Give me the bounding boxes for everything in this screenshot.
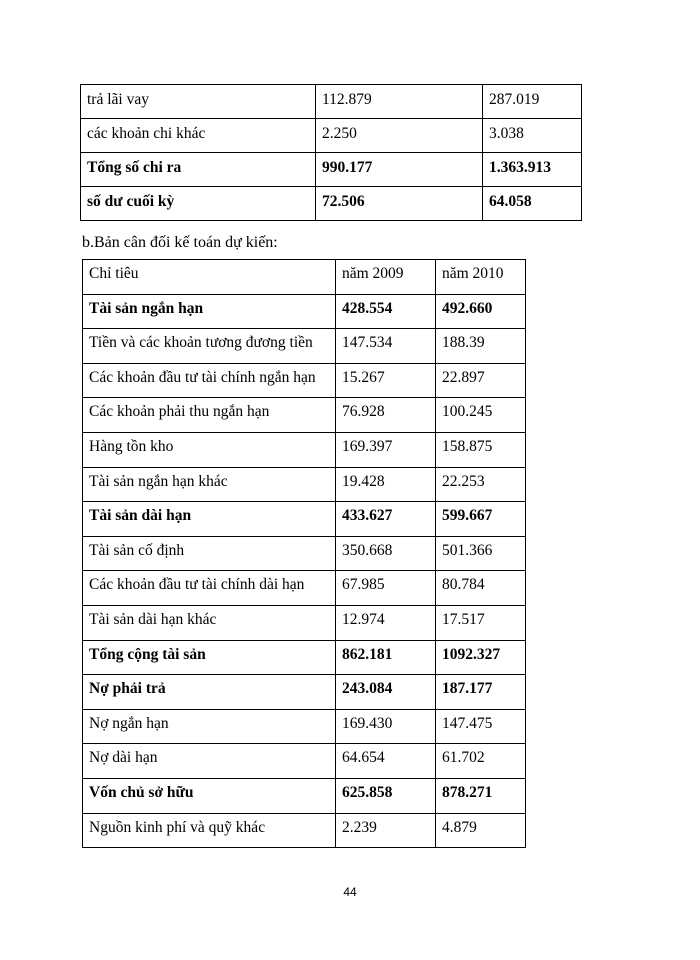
row-value-2: 188.39 — [436, 329, 526, 364]
row-label: Các khoản phải thu ngắn hạn — [83, 398, 336, 433]
table-row — [83, 778, 526, 813]
row-value-2: 158.875 — [436, 432, 526, 467]
row-label: Các khoản đầu tư tài chính dài hạn — [83, 571, 336, 606]
header-year-2010: năm 2010 — [436, 260, 526, 295]
row-value-1: 2.250 — [316, 119, 483, 153]
table-row — [81, 119, 582, 153]
row-value-1: 350.668 — [336, 536, 436, 571]
row-value-2: 64.058 — [483, 187, 582, 221]
table-row — [83, 744, 526, 779]
row-label: Nguồn kinh phí và quỹ khác — [83, 813, 336, 848]
row-label: Hàng tồn kho — [83, 432, 336, 467]
row-label: Các khoản đầu tư tài chính ngắn hạn — [83, 363, 336, 398]
row-label: Tổng số chi ra — [81, 153, 316, 187]
row-label: Vốn chủ sở hữu — [83, 778, 336, 813]
row-value-1: 67.985 — [336, 571, 436, 606]
row-value-2: 17.517 — [436, 605, 526, 640]
row-label: các khoản chi khác — [81, 119, 316, 153]
header-indicator: Chỉ tiêu — [83, 260, 336, 295]
row-value-1: 15.267 — [336, 363, 436, 398]
section-heading: b.Bản cân đối kế toán dự kiến: — [82, 234, 278, 251]
row-label: Tiền và các khoản tương đương tiền — [83, 329, 336, 364]
row-value-1: 64.654 — [336, 744, 436, 779]
row-label: trả lãi vay — [81, 85, 316, 119]
table-row — [83, 536, 526, 571]
table-row — [83, 398, 526, 433]
row-value-1: 169.397 — [336, 432, 436, 467]
row-label: Tài sản ngắn hạn — [83, 294, 336, 329]
row-label: Nợ dài hạn — [83, 744, 336, 779]
row-value-2: 22.253 — [436, 467, 526, 502]
row-value-1: 169.430 — [336, 709, 436, 744]
table-row — [83, 432, 526, 467]
table-row — [81, 153, 582, 187]
table-row — [81, 187, 582, 221]
row-value-2: 3.038 — [483, 119, 582, 153]
row-value-2: 4.879 — [436, 813, 526, 848]
row-value-1: 990.177 — [316, 153, 483, 187]
table-row — [83, 363, 526, 398]
row-value-1: 862.181 — [336, 640, 436, 675]
row-value-1: 12.974 — [336, 605, 436, 640]
table-header-row — [83, 260, 526, 295]
row-value-2: 1.363.913 — [483, 153, 582, 187]
row-value-2: 147.475 — [436, 709, 526, 744]
row-value-1: 243.084 — [336, 675, 436, 710]
row-label: Tài sản cố định — [83, 536, 336, 571]
row-value-2: 100.245 — [436, 398, 526, 433]
row-value-2: 492.660 — [436, 294, 526, 329]
balance-sheet-table-body — [83, 294, 526, 848]
row-value-1: 112.879 — [316, 85, 483, 119]
row-value-2: 61.702 — [436, 744, 526, 779]
row-value-1: 147.534 — [336, 329, 436, 364]
table-row — [83, 675, 526, 710]
row-value-1: 2.239 — [336, 813, 436, 848]
balance-sheet-table — [82, 259, 526, 848]
table-row — [83, 467, 526, 502]
table-row — [81, 85, 582, 119]
row-value-1: 72.506 — [316, 187, 483, 221]
table-row — [83, 294, 526, 329]
row-value-1: 433.627 — [336, 502, 436, 537]
row-value-2: 1092.327 — [436, 640, 526, 675]
table-row — [83, 329, 526, 364]
row-value-2: 878.271 — [436, 778, 526, 813]
table-row — [83, 605, 526, 640]
row-value-2: 287.019 — [483, 85, 582, 119]
table-row — [83, 571, 526, 606]
row-label: Nợ phải trả — [83, 675, 336, 710]
row-label: Tài sản dài hạn — [83, 502, 336, 537]
page-number: 44 — [343, 885, 357, 899]
row-value-2: 501.366 — [436, 536, 526, 571]
row-label: Tài sản dài hạn khác — [83, 605, 336, 640]
row-value-2: 187.177 — [436, 675, 526, 710]
row-value-1: 428.554 — [336, 294, 436, 329]
row-value-1: 19.428 — [336, 467, 436, 502]
row-label: số dư cuối kỳ — [81, 187, 316, 221]
table-row — [83, 709, 526, 744]
row-value-2: 599.667 — [436, 502, 526, 537]
table-row — [83, 640, 526, 675]
row-value-2: 80.784 — [436, 571, 526, 606]
row-label: Nợ ngắn hạn — [83, 709, 336, 744]
table-row — [83, 813, 526, 848]
row-value-1: 76.928 — [336, 398, 436, 433]
header-year-2009: năm 2009 — [336, 260, 436, 295]
row-value-1: 625.858 — [336, 778, 436, 813]
row-label: Tổng cộng tài sản — [83, 640, 336, 675]
expenditure-table — [80, 84, 582, 221]
table-row — [83, 502, 526, 537]
expenditure-table-body — [81, 85, 582, 221]
row-label: Tài sản ngắn hạn khác — [83, 467, 336, 502]
row-value-2: 22.897 — [436, 363, 526, 398]
